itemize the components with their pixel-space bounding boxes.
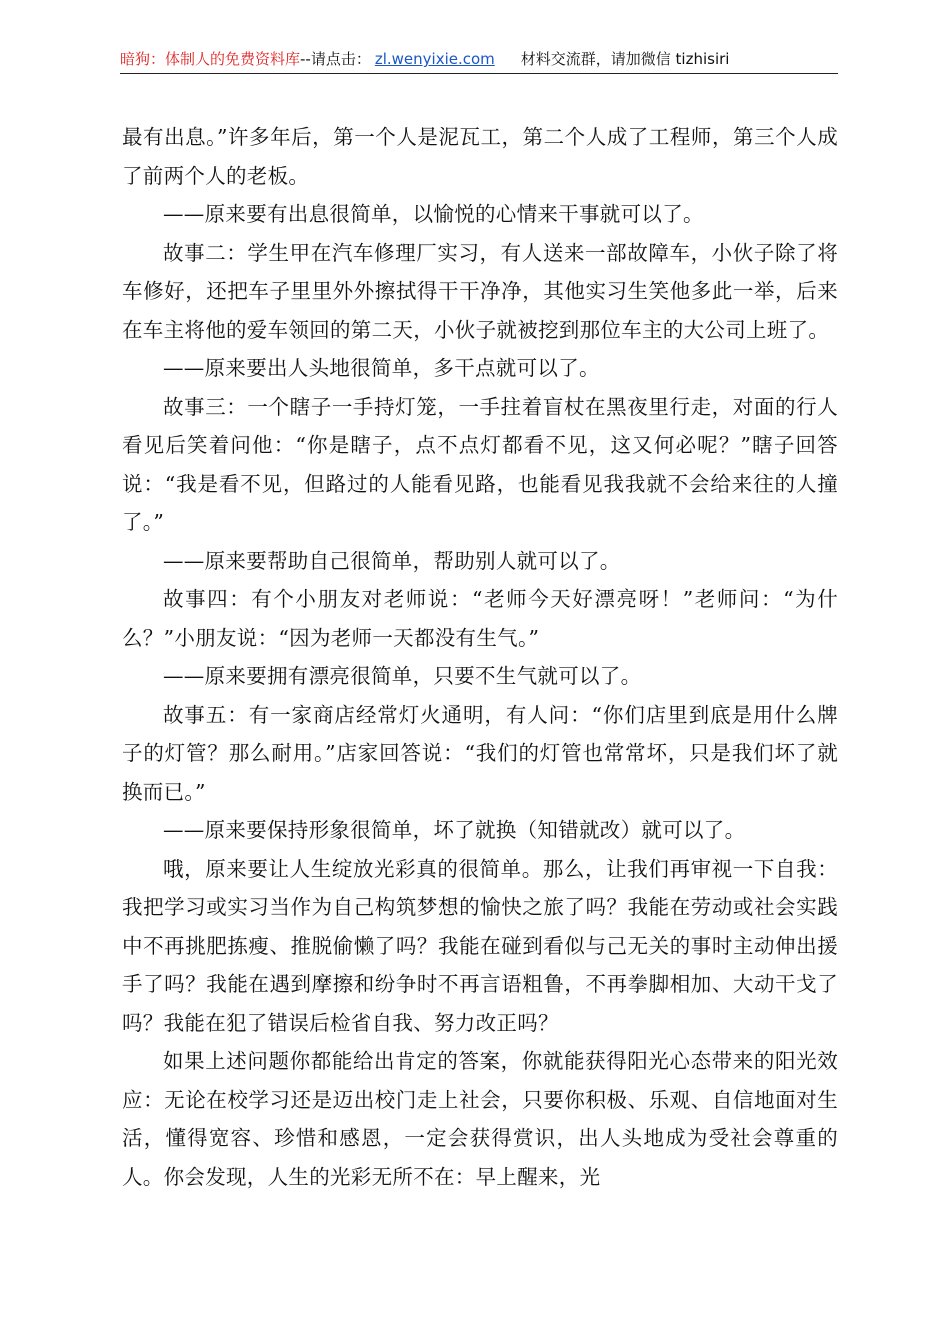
paragraph: ——原来要出人头地很简单，多干点就可以了。 bbox=[163, 356, 600, 380]
header-brand: 暗狗：体制人的免费资料库 bbox=[120, 50, 301, 68]
paragraph: 最有出息。”许多年后，第一个人是泥瓦工，第二个人成了工程师，第三个人成了前两个人的老板。 bbox=[122, 125, 838, 188]
paragraph: 如果上述问题你都能给出肯定的答案，你就能获得阳光心态带来的阳光效应：无论在校学习还是迈出校门走上社会，只要你积极、乐观、自信地面对生活，懂得宽容、珍惜和感恩，一定会获得赏识，出人头地成为受社会尊重的人。你会发现，人生的光彩无所不在：早上醒来，光 bbox=[122, 1049, 838, 1189]
paragraph: 故事五：有一家商店经常灯火通明，有人问：“你们店里到底是用什么牌子的灯管？那么耐用。”店家回答说：“我们的灯管也常常坏，只是我们坏了就换而已。” bbox=[122, 702, 838, 804]
paragraph: 故事四：有个小朋友对老师说：“老师今天好漂亮呀！”老师问：“为什么？”小朋友说：“因为老师一天都没有生气。” bbox=[122, 587, 838, 650]
paragraph: 故事三：一个瞎子一手持灯笼，一手拄着盲杖在黑夜里行走，对面的行人看见后笑着问他：“你是瞎子，点不点灯都看不见，这又何必呢？”瞎子回答说：“我是看不见，但路过的人能看见路，也能看见我我就不会给来往的人撞了。” bbox=[122, 394, 838, 534]
paragraph: ——原来要拥有漂亮很简单，只要不生气就可以了。 bbox=[163, 664, 642, 688]
document-body bbox=[122, 118, 838, 1196]
paragraph: 故事二：学生甲在汽车修理厂实习，有人送来一部故障车，小伙子除了将车修好，还把车子里里外外擦拭得干干净净，其他实习生笑他多此一举，后来在车主将他的爱车领回的第二天，小伙子就被挖到那位车主的大公司上班了。 bbox=[122, 240, 838, 342]
paragraph: ——原来要帮助自己很简单，帮助别人就可以了。 bbox=[163, 548, 621, 573]
header-wechat: 材料交流群，请加微信 tizhisiri bbox=[520, 50, 730, 68]
page-header bbox=[120, 46, 838, 72]
header-separator: --请点击： bbox=[300, 50, 371, 68]
header-link[interactable]: zl.wenyixie.com bbox=[374, 50, 495, 68]
paragraph: ——原来要有出息很简单，以愉悦的心情来干事就可以了。 bbox=[163, 202, 704, 226]
paragraph: ——原来要保持形象很简单，坏了就换（知错就改）就可以了。 bbox=[163, 818, 746, 842]
paragraph: 哦，原来要让人生绽放光彩真的很简单。那么，让我们再审视一下自我：我把学习或实习当作为自己构筑梦想的愉快之旅了吗？我能在劳动或社会实践中不再挑肥拣瘦、推脱偷懒了吗？我能在碰到看似与己无关的事时主动伸出援手了吗？我能在遇到摩擦和纷争时不再言语粗鲁，不再拳脚相加、大动干戈了吗？我能在犯了错误后检省自我、努力改正吗？ bbox=[122, 856, 838, 1035]
header-divider bbox=[120, 73, 838, 74]
